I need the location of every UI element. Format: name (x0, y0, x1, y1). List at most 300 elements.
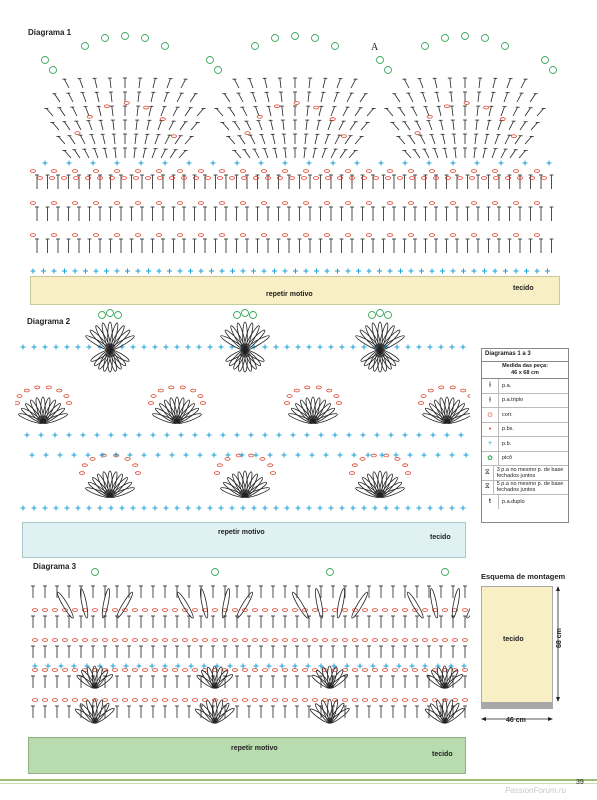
stitch-mark (520, 122, 526, 130)
single-crochet-mark (95, 433, 100, 438)
single-crochet-mark (380, 453, 385, 458)
chain-mark (132, 699, 137, 702)
chain-mark (252, 699, 257, 702)
stitch-mark (91, 135, 95, 144)
single-crochet-mark (65, 506, 70, 511)
chain-mark (232, 639, 237, 642)
single-crochet-mark (307, 161, 312, 166)
single-crochet-mark (333, 433, 338, 438)
chain-mark (303, 202, 308, 205)
single-crochet-mark (226, 453, 231, 458)
stitch-mark (234, 122, 240, 130)
chain-mark (192, 639, 197, 642)
single-crochet-mark (331, 161, 336, 166)
chain-mark (102, 639, 107, 642)
chain-mark (402, 639, 407, 642)
single-crochet-mark (451, 269, 456, 274)
chain-mark (51, 170, 56, 173)
single-crochet-mark (439, 345, 444, 350)
chain-mark (249, 454, 254, 457)
chain-mark (240, 202, 245, 205)
single-crochet-mark (503, 269, 508, 274)
stitch-mark (136, 120, 137, 130)
stitch-mark (428, 121, 432, 130)
chain-mark (162, 699, 167, 702)
chain-mark (172, 699, 177, 702)
picot-mark (502, 43, 509, 50)
diagram-2-chart (15, 305, 470, 520)
stitch-mark (85, 107, 89, 116)
single-crochet-mark (430, 269, 435, 274)
single-crochet-mark (25, 433, 30, 438)
chain-mark (72, 234, 77, 237)
chain-mark (148, 402, 153, 405)
legend-label: p.b. (502, 440, 512, 447)
stitch-mark (431, 135, 435, 144)
single-crochet-mark (202, 664, 207, 669)
stitch-mark (79, 79, 83, 88)
chain-mark (362, 699, 367, 702)
chain-mark (158, 389, 163, 392)
picot-mark (442, 569, 449, 576)
chain-mark (387, 170, 392, 173)
single-crochet-mark (306, 664, 311, 669)
single-crochet-mark (335, 269, 340, 274)
stitch-mark (165, 135, 170, 144)
chain-mark (282, 699, 287, 702)
chain-mark (305, 386, 310, 389)
chain-mark (93, 234, 98, 237)
chain-mark (352, 699, 357, 702)
stitch-mark (309, 78, 310, 88)
stitch-mark (151, 92, 153, 102)
single-crochet-mark (31, 269, 36, 274)
cluster-petal (378, 322, 390, 350)
single-crochet-mark (371, 664, 376, 669)
chain-mark (217, 177, 222, 180)
chain-mark (316, 386, 321, 389)
chain-mark (303, 170, 308, 173)
single-crochet-mark (472, 269, 477, 274)
picot-mark (369, 312, 376, 319)
chain-mark (294, 102, 299, 105)
chain-mark (352, 669, 357, 672)
stitch-mark (95, 78, 97, 88)
single-crochet-mark (459, 433, 464, 438)
single-crochet-mark (228, 664, 233, 669)
stitch-mark (112, 106, 113, 116)
stitch-mark (255, 107, 259, 116)
single-crochet-mark (305, 433, 310, 438)
chain-mark (312, 699, 317, 702)
single-crochet-mark (449, 664, 454, 669)
single-crochet-mark (419, 269, 424, 274)
single-crochet-mark (293, 664, 298, 669)
single-crochet-mark (377, 269, 382, 274)
single-crochet-mark (450, 453, 455, 458)
stitch-mark (180, 122, 186, 130)
chain-mark (162, 639, 167, 642)
chain-mark (72, 202, 77, 205)
single-crochet-mark (329, 506, 334, 511)
chain-mark (484, 106, 489, 109)
single-crochet-mark (184, 453, 189, 458)
single-crochet-mark (274, 506, 279, 511)
single-crochet-mark (142, 345, 147, 350)
single-crochet-mark (274, 345, 279, 350)
chain-mark (429, 234, 434, 237)
stitch-mark (244, 150, 250, 158)
stitch-mark (94, 149, 98, 158)
chain-mark (219, 202, 224, 205)
single-crochet-mark (417, 433, 422, 438)
picot-mark (327, 569, 334, 576)
single-crochet-mark (340, 506, 345, 511)
chain-mark (450, 170, 455, 173)
stitch-mark (115, 148, 116, 158)
stitch-mark (437, 92, 439, 102)
stitch-mark (280, 78, 281, 88)
legend-row (482, 495, 568, 509)
chain-mark (64, 395, 69, 398)
single-crochet-mark (91, 161, 96, 166)
chain-mark (322, 609, 327, 612)
chain-mark (177, 202, 182, 205)
stitch-mark (394, 94, 400, 102)
cluster-petal (79, 588, 89, 618)
single-crochet-mark (318, 506, 323, 511)
single-crochet-mark (164, 345, 169, 350)
chain-mark (122, 699, 127, 702)
chain-mark (481, 177, 486, 180)
stitch-mark (414, 150, 420, 158)
diagram-3-fabric-band (28, 737, 466, 774)
single-crochet-mark (461, 506, 466, 511)
single-crochet-mark (251, 269, 256, 274)
stitch-mark (164, 93, 168, 102)
chain-mark (262, 639, 267, 642)
chain-mark (469, 177, 474, 180)
single-crochet-mark (94, 269, 99, 274)
chain-mark (152, 699, 157, 702)
chain-mark (198, 234, 203, 237)
single-crochet-mark (178, 269, 183, 274)
single-crochet-mark (170, 453, 175, 458)
stitch-mark (64, 122, 70, 130)
single-crochet-mark (39, 433, 44, 438)
single-crochet-mark (362, 345, 367, 350)
chain-mark (345, 234, 350, 237)
page-number: 39 (576, 779, 584, 786)
stitch-mark (111, 92, 112, 102)
single-crochet-mark (131, 345, 136, 350)
chain-mark (257, 115, 262, 118)
single-crochet-icon: + (482, 437, 499, 451)
chain-mark (450, 234, 455, 237)
chain-mark (312, 609, 317, 612)
stitch-mark (498, 121, 502, 130)
cluster-petal (221, 588, 231, 618)
chain-mark (342, 699, 347, 702)
chain-mark (372, 699, 377, 702)
chain-mark (79, 472, 84, 475)
diagram-3-chart (25, 558, 470, 738)
chain-mark (112, 609, 117, 612)
chain-mark (464, 102, 469, 105)
chain-mark (252, 639, 257, 642)
legend-row (482, 481, 568, 496)
chain-mark (135, 472, 140, 475)
stitch-mark (271, 120, 273, 130)
single-crochet-mark (115, 161, 120, 166)
cluster3-icon: ⧖ (482, 466, 494, 480)
footer-line (0, 779, 597, 781)
chain-mark (511, 135, 516, 138)
chain-mark (352, 639, 357, 642)
stitch-mark (46, 108, 53, 116)
stitch-mark (137, 106, 138, 116)
stitch-mark (135, 134, 136, 144)
picot-mark (102, 35, 109, 42)
chain-mark (151, 395, 156, 398)
single-crochet-mark (514, 269, 519, 274)
single-crochet-mark (164, 506, 169, 511)
chain-mark (132, 639, 137, 642)
single-crochet-mark (351, 506, 356, 511)
chain-mark (125, 458, 130, 461)
single-crochet-mark (197, 345, 202, 350)
picot-mark (162, 43, 169, 50)
chain-mark (180, 386, 185, 389)
legend-label: corr. (502, 411, 513, 418)
chain-mark (32, 639, 37, 642)
chain-mark (198, 170, 203, 173)
stitch-mark (493, 78, 495, 88)
stitch-mark (487, 120, 489, 130)
chain-mark (30, 170, 35, 173)
single-crochet-mark (175, 506, 180, 511)
chain-mark (72, 170, 77, 173)
chain-mark (408, 170, 413, 173)
chain-mark (427, 115, 432, 118)
chain-mark (104, 105, 109, 108)
chain-mark (461, 389, 466, 392)
chain-mark (452, 699, 457, 702)
single-crochet-mark (523, 161, 528, 166)
single-crochet-mark (120, 506, 125, 511)
cluster-petal (176, 591, 195, 619)
stitch-mark (355, 136, 362, 144)
stitch-mark (399, 108, 405, 116)
single-crochet-mark (361, 433, 366, 438)
stitch-mark (530, 94, 536, 102)
single-crochet-mark (403, 433, 408, 438)
single-crochet-mark (124, 664, 129, 669)
stitch-mark (197, 108, 204, 116)
chain-mark (372, 639, 377, 642)
single-crochet-mark (436, 453, 441, 458)
stitch-mark (492, 149, 496, 158)
single-crochet-mark (307, 345, 312, 350)
chain-mark (205, 177, 210, 180)
single-crochet-mark (73, 269, 78, 274)
single-crochet-mark (252, 506, 257, 511)
chain-mark (352, 464, 357, 467)
stitch-mark (59, 108, 65, 116)
single-crochet-mark (137, 664, 142, 669)
chain-mark (17, 395, 22, 398)
stitch-mark (416, 121, 421, 130)
single-crochet-mark (293, 269, 298, 274)
single-crochet-mark (352, 453, 357, 458)
chain-mark (541, 177, 546, 180)
stitch-mark (169, 121, 174, 130)
chain-mark (325, 177, 330, 180)
stitch-mark (412, 107, 417, 116)
stitch-mark (420, 135, 425, 144)
single-crochet-mark (65, 345, 70, 350)
legend-row (482, 452, 568, 467)
single-crochet-mark (186, 506, 191, 511)
chain-mark (272, 609, 277, 612)
stitch-mark (398, 136, 405, 144)
single-crochet-mark (263, 345, 268, 350)
stitch-mark (537, 108, 544, 116)
chain-mark (32, 669, 37, 672)
single-crochet-mark (21, 345, 26, 350)
chain-mark (112, 639, 117, 642)
chain-mark (87, 115, 92, 118)
chain-mark (52, 639, 57, 642)
stitch-mark (105, 148, 107, 158)
chain-mark (274, 105, 279, 108)
chain-mark (534, 234, 539, 237)
chain-mark (37, 177, 42, 180)
chain-mark (442, 639, 447, 642)
chain-mark (232, 669, 237, 672)
stitch-mark (229, 108, 235, 116)
chain-mark (282, 170, 287, 173)
single-crochet-mark (394, 453, 399, 458)
chain-mark (24, 389, 29, 392)
chain-mark (382, 639, 387, 642)
single-crochet-mark (186, 345, 191, 350)
chain-mark (500, 118, 505, 121)
stitch-mark (476, 120, 477, 130)
single-crochet-mark (340, 345, 345, 350)
single-crochet-mark (406, 506, 411, 511)
chain-mark (513, 234, 518, 237)
chain-mark (324, 170, 329, 173)
chain-mark (408, 234, 413, 237)
stitch-mark (408, 93, 413, 102)
single-crochet-mark (347, 433, 352, 438)
single-crochet-mark (310, 453, 315, 458)
chain-mark (492, 234, 497, 237)
chain-mark (385, 177, 390, 180)
single-crochet-mark (319, 433, 324, 438)
stitch-mark (234, 79, 239, 88)
assembly-width-label: 46 cm (506, 717, 526, 724)
stitch-mark (351, 79, 356, 88)
single-crochet-mark (87, 506, 92, 511)
chain-mark (439, 386, 444, 389)
stitch-mark (451, 92, 452, 102)
picot-mark (312, 35, 319, 42)
single-crochet-mark (395, 345, 400, 350)
chain-mark (133, 177, 138, 180)
chain-mark (72, 639, 77, 642)
single-crochet-mark (355, 161, 360, 166)
chain-mark (82, 639, 87, 642)
single-crochet-mark (241, 269, 246, 274)
stitch-mark (483, 148, 485, 158)
chain-mark (403, 464, 408, 467)
stitch-mark (275, 148, 277, 158)
single-crochet-mark (285, 345, 290, 350)
single-crochet-mark (249, 433, 254, 438)
chain-mark (366, 234, 371, 237)
legend-row (482, 408, 568, 423)
stitch-mark (343, 107, 348, 116)
stitch-mark (80, 135, 85, 144)
chain-mark (349, 472, 354, 475)
single-crochet-mark (176, 664, 181, 669)
legend-panel (481, 348, 569, 523)
stitch-mark (425, 107, 429, 116)
cluster-petal (115, 591, 134, 619)
stitch-mark (161, 107, 165, 116)
single-crochet-mark (461, 269, 466, 274)
stitch-mark (190, 94, 196, 102)
stitch-mark (281, 92, 282, 102)
single-crochet-mark (367, 269, 372, 274)
stitch-mark (513, 107, 518, 116)
single-crochet-mark (296, 345, 301, 350)
stitch-mark (84, 149, 89, 158)
single-crochet-mark (462, 664, 467, 669)
single-crochet-mark (128, 453, 133, 458)
stitch-mark (222, 122, 229, 130)
chain-mark (429, 202, 434, 205)
single-crochet-mark (431, 433, 436, 438)
picot-mark (215, 67, 222, 74)
chain-mark (202, 639, 207, 642)
single-crochet-mark (493, 269, 498, 274)
single-crochet-mark (123, 433, 128, 438)
chain-mark (492, 170, 497, 173)
single-crochet-mark (41, 269, 46, 274)
single-crochet-mark (104, 269, 109, 274)
stitch-mark (76, 121, 81, 130)
single-crochet-mark (111, 664, 116, 669)
picot-mark (442, 35, 449, 42)
stitch-mark (239, 136, 245, 144)
chain-mark (132, 609, 137, 612)
single-crochet-mark (475, 161, 480, 166)
single-crochet-mark (32, 345, 37, 350)
chain-mark (75, 132, 80, 135)
single-crochet-mark (208, 345, 213, 350)
single-crochet-mark (440, 269, 445, 274)
chain-mark (272, 669, 277, 672)
picot-mark (377, 310, 384, 317)
single-crochet-mark (131, 506, 136, 511)
single-crochet-mark (209, 269, 214, 274)
chain-mark (462, 669, 467, 672)
chain-mark (302, 639, 307, 642)
chain-mark (114, 202, 119, 205)
